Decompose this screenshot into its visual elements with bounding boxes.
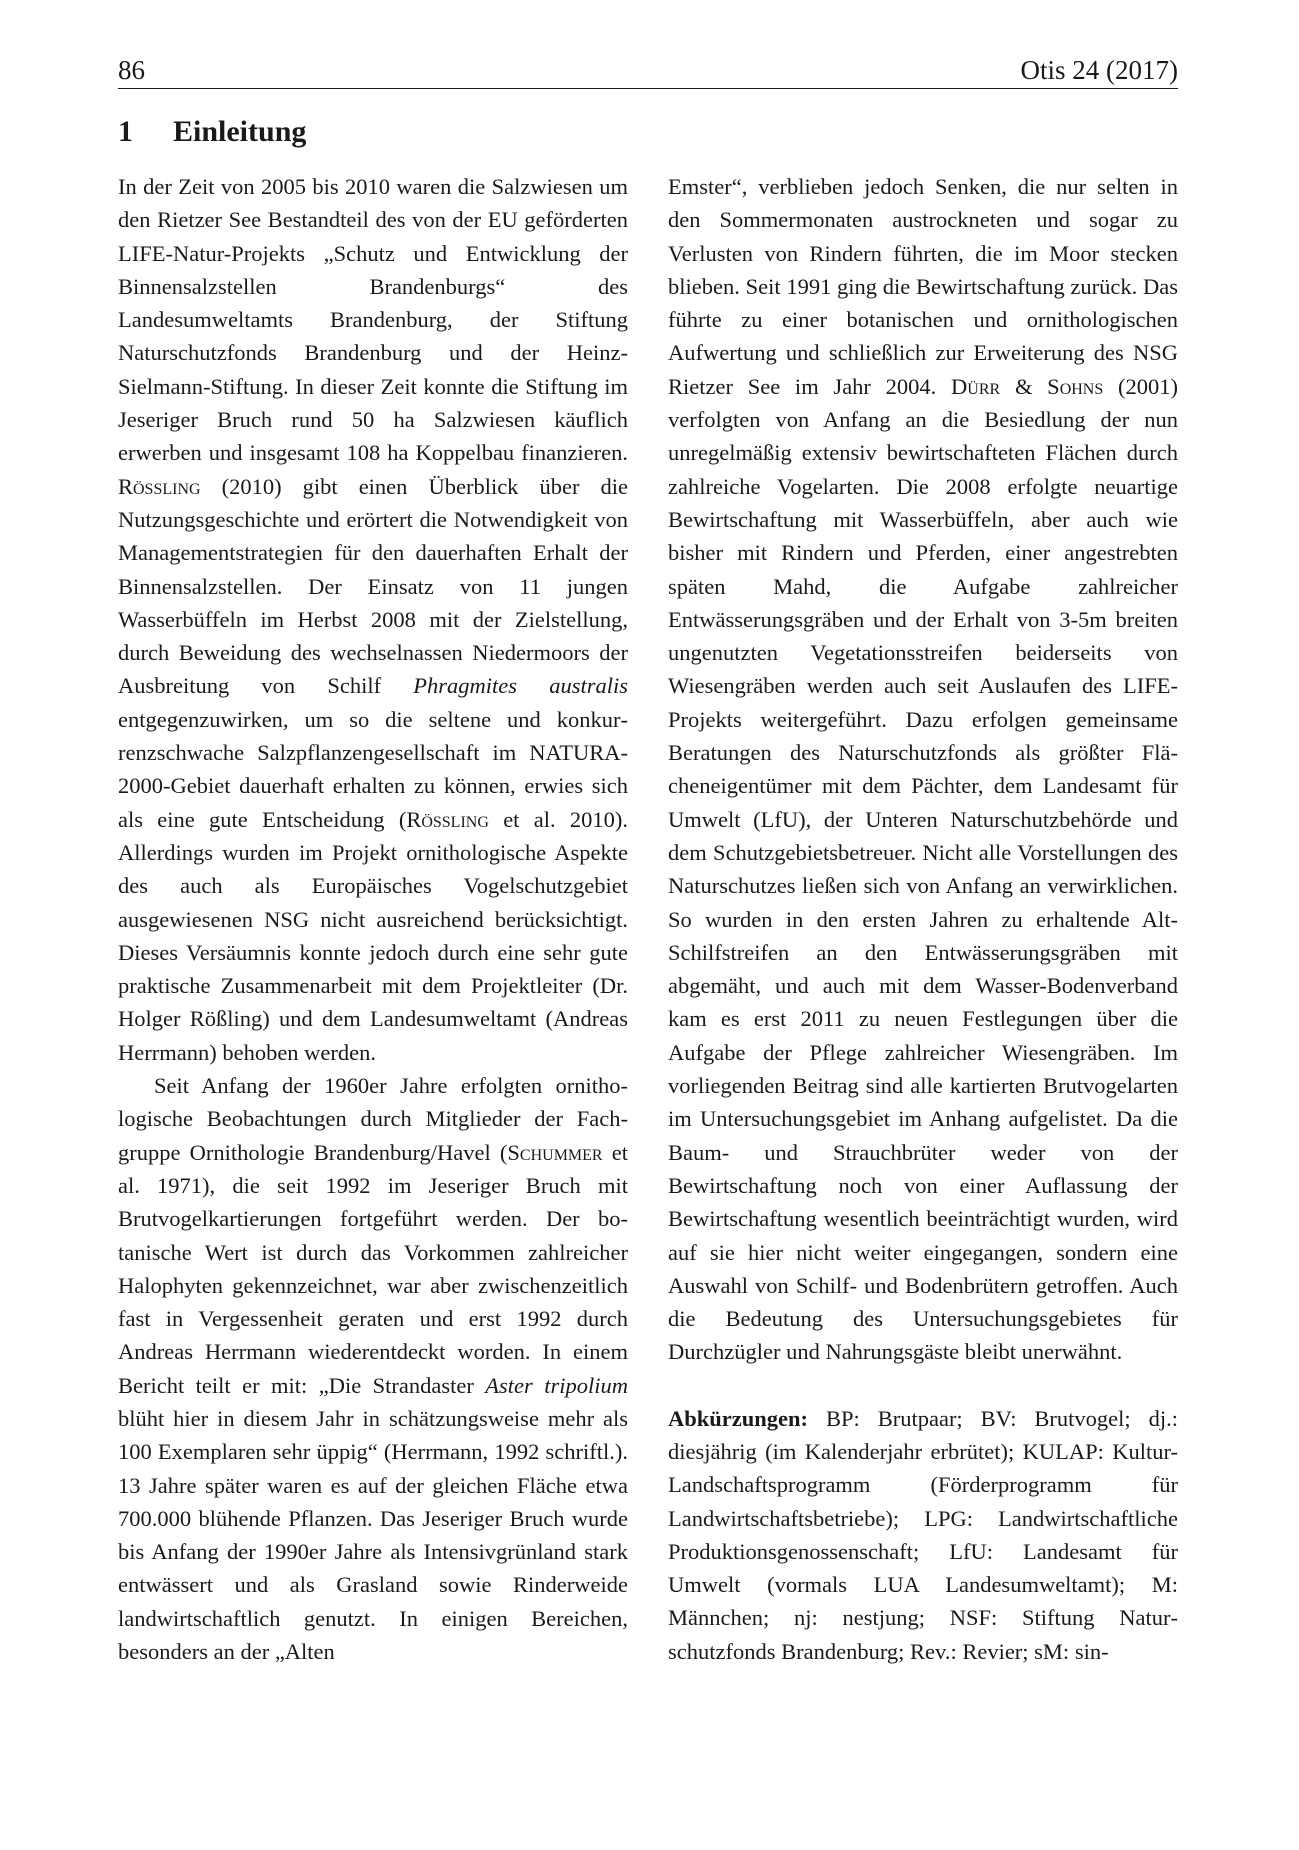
text-run: entgegenzuwirken, um so die seltene und konkurrenzschwache Salzpflanzengesellschaft im NATURA-2000-Gebiet dauerhaft erhalten zu können, erwies sich als eine gute Entscheidung ( [118, 706, 628, 832]
text-run: blüht hier in diesem Jahr in schätzungsweise mehr als 100 Exemplaren sehr üppig“ (Herrmann, 1992 schriftl.). 13 Jahre später waren es auf der gleichen Fläche etwa 700.000 blühende Pflanzen. Das Jeseriger Bruch wurde bis Anfang der 1990er Jahre als Intensivgrünland stark entwässert und als Grasland sowie Rinderweide landwirtschaftlich genutzt. In einigen Bereichen, besonders an der „Alten [118, 1405, 628, 1665]
abbreviations-label: Abkürzungen: [668, 1405, 809, 1431]
text-run: et al. 1971), die seit 1992 im Jeseriger Bruch mit Brutvogelkartierungen fortgeführt werden. Der botanische Wert ist durch das Vorkommen zahlreicher Halophyten gekennzeichnet, war aber zwischenzeitlich fast in Vergessenheit geraten und erst 1992 durch Andreas Herrmann wiederentdeckt worden. In einem Bericht teilt er mit: „Die Strandaster [118, 1139, 628, 1398]
right-column [668, 170, 1178, 1668]
journal-citation: Otis 24 (2017) [1020, 55, 1178, 85]
text-run: (2001) verfolgten von Anfang an die Besiedlung der nun unregelmäßig extensiv bewirtschafteten Flächen durch zahlreiche Vogelarten. Die 2008 erfolgte neuartige Bewirtschaftung mit Wasserbüffeln, aber auch wie bisher mit Rindern und Pferden, einer angestrebten späten Mahd, die Aufgabe zahlreicher Entwässerungsgräben und der Erhalt von 3-5m breiten ungenutzten Vegetationsstreifen beiderseits von Wiesengräben werden auch seit Auslaufen des LIFE-Projekts weitergeführt. Dazu erfolgen gemeinsame Beratungen des Naturschutzfonds als größter Flächeneigentümer mit dem Pächter, dem Landesamt für Umwelt (LfU), der Unteren Naturschutzbehörde und dem Schutzgebietsbetreuer. Nicht alle Vorstellungen des Naturschutzes ließen sich von Anfang an verwirklichen. So wurden in den ersten Jahren zu erhaltende Alt-Schilfstreifen an den Entwässerungsgräben mit abgemäht, und auch mit dem Wasser-Bodenverband kam es erst 2011 zu neuen Festlegungen über die Aufgabe der Pflege zahlreicher Wiesengräben. Im vorliegenden Beitrag sind alle kartierten Brutvogelarten im Untersuchungsgebiet im Anhang aufgelistet. Da die Baum- und Strauchbrüter weder von der Bewirtschaftung noch von einer Auflassung der Bewirtschaftung wesentlich beeinträchtigt wurden, wird auf sie hier nicht weiter eingegangen, sondern eine Auswahl von Schilf- und Bodenbrütern getroffen. Auch die Bedeutung des Untersuchungsgebietes für Durchzügler und Nahrungsgäste bleibt unerwähnt. [668, 373, 1178, 1365]
section-number: 1 [118, 115, 133, 148]
paragraph-intro [118, 170, 628, 1069]
author-citation: Rößling [406, 806, 489, 832]
paragraph-abbreviations [668, 1402, 1178, 1668]
species-name: Phragmites australis [413, 673, 628, 699]
section-title: Einleitung [173, 115, 307, 148]
text-run: Emster“, verblieben jedoch Senken, die nur selten in den Sommermonaten austrockneten und sogar zu Verlusten von Rindern führten, die im Moor stecken blieben. Seit 1991 ging die Bewirtschaftung zurück. Das führte zu einer botanischen und ornithologischen Aufwertung und schließlich zur Erweiterung des NSG Rietzer See im Jahr 2004. [668, 174, 1178, 399]
text-run: Seit Anfang der 1960er Jahre erfolgten ornithologische Beobachtungen durch Mitglieder der Fachgruppe Ornithologie Brandenburg/Havel ( [118, 1073, 628, 1165]
author-citation: Schummer [507, 1139, 603, 1165]
text-run: BP: Brutpaar; BV: Brutvogel; dj.: diesjährig (im Kalenderjahr erbrütet); KULAP: Kultur-Landschaftsprogramm (Förderprogramm für Landwirtschaftsbetriebe); LPG: Landwirtschaftliche Produktionsgenossenschaft; LfU: Landesamt für Umwelt (vormals LUA Landesumweltamt); M: Männchen; nj: nestjung; NSF: Stiftung Naturschutzfonds Brandenburg; Rev.: Revier; sM: sin- [668, 1405, 1178, 1664]
author-citation: Rößling [118, 473, 201, 499]
paragraph-history [118, 1069, 628, 1668]
running-header [118, 52, 1178, 89]
text-run: (2010) gibt einen Überblick über die Nutzungsgeschichte und erörtert die Notwendigkeit von Managementstrategien für den dauerhaften Erhalt der Binnensalzstellen. Der Einsatz von 11 jungen Wasserbüffeln im Herbst 2008 mit der Zielstellung, durch Beweidung des wechselnassen Niedermoors der Ausbreitung von Schilf [118, 473, 628, 699]
author-citation: Dürr & Sohns [951, 373, 1104, 399]
species-name: Aster tripolium [485, 1372, 628, 1398]
section-heading [118, 112, 306, 152]
paragraph-management [668, 170, 1178, 1369]
page-number: 86 [118, 55, 145, 85]
text-run: et al. 2010). Allerdings wurden im Projekt ornithologische Aspekte des auch als Europäisches Vogelschutzgebiet ausgewiesenen NSG nicht ausreichend berücksichtigt. Dieses Versäumnis konnte jedoch durch eine sehr gute praktische Zusammenarbeit mit dem Projektleiter (Dr. Holger Rößling) und dem Landesumweltamt (Andreas Herrmann) behoben werden. [118, 806, 628, 1065]
left-column [118, 170, 628, 1668]
text-run: In der Zeit von 2005 bis 2010 waren die Salzwiesen um den Rietzer See Bestandteil des von der EU geförderten LIFE-Natur-Projekts „Schutz und Entwicklung der Binnensalzstellen Brandenburgs“ des Landesumweltamts Brandenburg, der Stiftung Naturschutzfonds Brandenburg und der Heinz-Sielmann-Stiftung. In dieser Zeit konnte die Stiftung im Jeseriger Bruch rund 50 ha Salzwiesen käuflich erwerben und insgesamt 108 ha Koppelbau finanzieren. [118, 174, 628, 466]
